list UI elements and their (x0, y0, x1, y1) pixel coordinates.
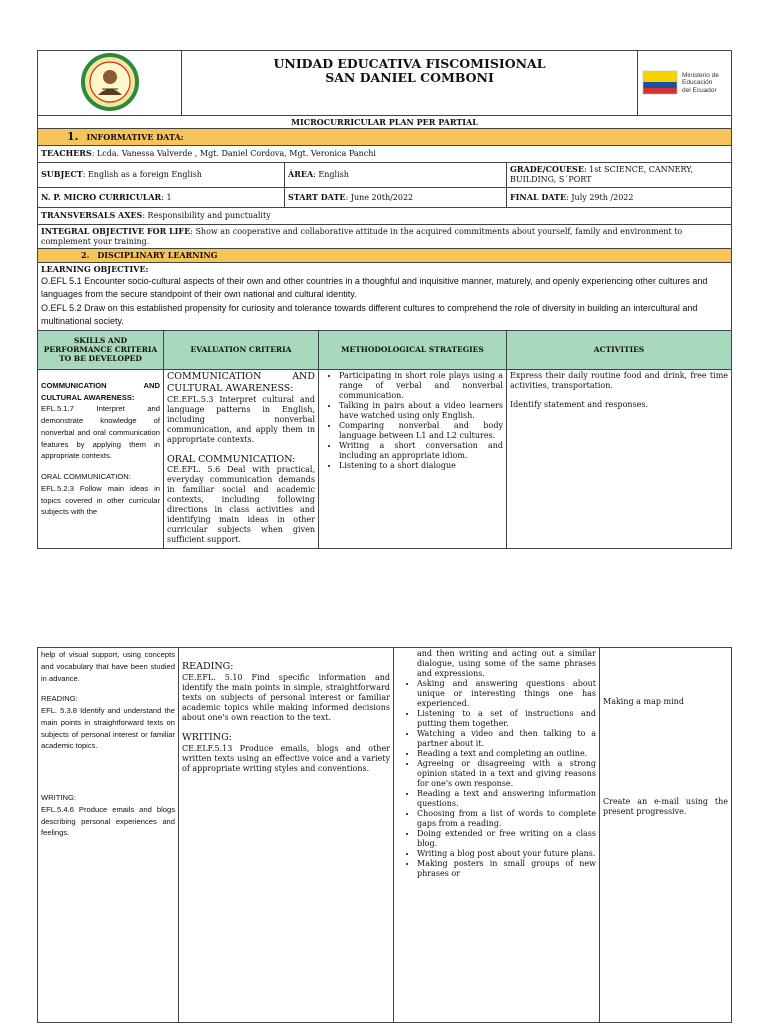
strategy-item: • Watching a video and then talking to a partner about it. (417, 729, 596, 749)
ministry-logo-cell (638, 51, 732, 116)
col-header-skills: SKILLS AND PERFORMANCE CRITERIA TO BE DEVELOPED (38, 330, 164, 369)
plan-title: MICROCURRICULAR PLAN PER PARTIAL (38, 116, 732, 129)
skills-text-efl-5-2-3: EFL.5.2.3 Follow main ideas in topics covered in other curricular subjects with the (41, 483, 160, 517)
section2-title: DISCIPLINARY LEARNING (97, 249, 218, 260)
strategy-item: • Writing a blog post about your future plans. (417, 849, 596, 859)
learning-objective-1: O.EFL 5.1 Encounter socio-cultural aspects of their own and other countries in a thoughful and inquisitive manner, maturely, and openly experiencing other cultures and languages from the secure standpoint of their own national and cultural identity. (41, 275, 708, 300)
subject-value: : English as a foreign English (82, 170, 202, 180)
area-cell (285, 162, 507, 187)
col-header-strategies: METHODOLOGICAL STRATEGIES (319, 330, 507, 369)
strategy-item: • Doing extended or free writing on a class blog. (417, 829, 596, 849)
skills-text-efl-5-3-8: EFL. 5.3.8 Identify and understand the main points in straightforward texts on subjects of personal interest or familiar academic topics. (41, 706, 175, 751)
teachers-value: : Lcda. Vanessa Valverde , Mgt. Daniel Cordova, Mgt. Veronica Panchi (91, 149, 376, 159)
micro-label: N. P. MICRO CURRICULAR (41, 191, 162, 202)
grade-value: : 1st SCIENCE, CANNERY, BUILDING, S´PORT (510, 165, 694, 185)
strategy-item: • Comparing nonverbal and body language between L1 and L2 cultures. (339, 421, 503, 441)
ministry-line2: Educación (682, 79, 713, 87)
eval-text-ce-efl-5-10: CE.EFL. 5.10 Find specific information and identify the main points in simple, straightforward texts on subjects of personal interest or familiar academic topics while making informed decisions about one's own reaction to the text. (182, 672, 390, 722)
strategies-list-page1 (322, 371, 503, 471)
strategy-item: • Listening to a set of instructions and putting them together. (417, 709, 596, 729)
strategy-item: • Participating in short role plays using a range of verbal and nonverbal communication. (339, 371, 503, 401)
ministry-flag-logo (641, 67, 679, 99)
ministry-line1: Ministerio de (682, 72, 719, 80)
skills-heading-oral: ORAL COMMUNICATION: (41, 472, 131, 482)
eval-text-ce-efl-5-6: CE.EFL. 5.6 Deal with practical, everyday communication demands in familiar social and academic contexts, including following directions in class activities and identifying main ideas in other curricular subjects when given sufficient support. (167, 465, 315, 545)
activity-daily-routine: Express their daily routine food and drink, free time activities, transportation. (510, 370, 729, 390)
skills-text-efl-5-1-7: EFL.5.1.7 Interpret and demonstrate knowledge of nonverbal and oral communication features by applying them in appropriate contexts. (41, 404, 160, 461)
section1-title: INFORMATIVE DATA: (86, 132, 184, 142)
activities-cell-page2 (600, 648, 732, 1023)
integral-label: INTEGRAL OBJECTIVE FOR LIFE (41, 225, 191, 236)
plan-table-page-2 (37, 647, 732, 1023)
eval-heading-writing: WRITING: (182, 731, 232, 743)
skills-cell-page2 (38, 648, 179, 1023)
strategies-list-page2 (400, 679, 596, 879)
col-header-evaluation: EVALUATION CRITERIA (164, 330, 319, 369)
strategy-item: • Listening to a short dialogue (339, 461, 503, 471)
school-name-line1: UNIDAD EDUCATIVA FISCOMISIONAL (273, 56, 546, 71)
final-date-label: FINAL DATE (510, 191, 567, 202)
area-label: ÁREA (288, 169, 314, 180)
strategy-item: • Choosing from a list of words to complete gaps from a reading. (417, 809, 596, 829)
section2-number: 2. (81, 249, 90, 260)
learning-objective-2: O.EFL 5.2 Draw on this established propensity for curiosity and tolerance towards different cultures to comprehend the role of diversity in building an intercultural and multinational society. (41, 302, 698, 327)
transversal-row (38, 207, 732, 224)
skills-cell-page1 (38, 369, 164, 548)
final-date-value: : July 29th /2022 (566, 192, 634, 202)
integral-row (38, 224, 732, 248)
subject-cell (38, 162, 285, 187)
learning-objective-label: LEARNING OBJECTIVE (41, 263, 146, 274)
strategies-cell-page2 (394, 648, 600, 1023)
start-date-value: : June 20th/2022 (345, 192, 414, 202)
section-disciplinary-learning (38, 248, 732, 262)
grade-label: GRADE/COUESE (510, 164, 584, 175)
evaluation-cell-page1 (164, 369, 319, 548)
transversal-value: : Responsibility and punctuality (142, 211, 271, 221)
strategy-item: • Talking in pairs about a video learners have watched using only English. (339, 401, 503, 421)
activities-cell-page1 (507, 369, 732, 548)
teachers-row (38, 145, 732, 162)
learning-objective-colon: : (145, 263, 149, 274)
school-name-line2: SAN DANIEL COMBONI (325, 70, 494, 86)
school-seal-logo (58, 53, 162, 111)
eval-text-ce-elf-5-13: CE.ELF.5.13 Produce emails, blogs and other written texts using an effective voice and a variety of appropriate writing styles and conventions. (182, 743, 390, 773)
ministry-line3: del Ecuador (682, 86, 717, 94)
strategy-item: • Reading a text and answering information questions. (417, 789, 596, 809)
skills-text-efl-5-4-6: EFL.5.4.6 Produce emails and blogs describing personal experiences and feelings. (41, 804, 175, 838)
micro-cell (38, 187, 285, 207)
section1-number: 1. (67, 130, 79, 143)
skills-text-continuation: help of visual support, using concepts and vocabulary that have been studied in advance. (41, 650, 175, 683)
strategy-item: • Asking and answering questions about unique or interesting things one has experienced. (417, 679, 596, 709)
activity-identify-statements: Identify statement and responses. (510, 399, 649, 409)
start-date-cell (285, 187, 507, 207)
eval-text-ce-efl-5-3: CE.EFL.5.3 Interpret cultural and language patterns in English, including nonverbal communication, and apply them in appropriate contexts. (167, 394, 315, 444)
micro-value: : 1 (161, 192, 172, 202)
strategies-cell-page1 (319, 369, 507, 548)
plan-table-page-1 (37, 50, 732, 549)
final-date-cell (507, 187, 732, 207)
eval-heading-oral: ORAL COMMUNICATION: (167, 453, 296, 465)
skills-heading-reading: READING: (41, 694, 78, 704)
school-seal-cell (38, 51, 182, 116)
skills-heading-communication: COMMUNICATION AND CULTURAL AWARENESS: (41, 380, 160, 402)
integral-value: : Show an cooperative and collaborative attitude in the acquired commitments about yourself, family and environment to complement your training. (41, 226, 683, 246)
strategy-item: • Reading a text and completing an outline. (417, 749, 596, 759)
eval-heading-communication: COMMUNICATION AND CULTURAL AWARENESS: (167, 370, 315, 394)
area-value: : English (313, 170, 349, 180)
activity-map-mind: Making a map mind (603, 697, 684, 706)
strategy-item: • Agreeing or disagreeing with a strong opinion stated in a text and giving reasons for one's own response. (417, 759, 596, 789)
school-name (182, 51, 638, 116)
learning-objective-row (38, 262, 732, 330)
section-informative-data (38, 129, 732, 146)
start-date-label: START DATE (288, 191, 346, 202)
strategy-item: • Making posters in small groups of new phrases or (417, 859, 596, 879)
evaluation-cell-page2 (179, 648, 394, 1023)
skills-heading-writing: WRITING: (41, 793, 77, 803)
teachers-label: TEACHERS (41, 148, 92, 159)
eval-heading-reading: READING: (182, 661, 234, 672)
activity-create-email: Create an e-mail using the present progressive. (603, 797, 728, 816)
subject-label: SUBJECT (41, 169, 83, 180)
strategy-item: • Writing a short conversation and including an appropriate idiom. (339, 441, 503, 461)
strategy-continuation: and then writing and acting out a similar dialogue, using some of the same phrases and expressions. (417, 649, 596, 678)
grade-cell (507, 162, 732, 187)
col-header-activities: ACTIVITIES (507, 330, 732, 369)
transversal-label: TRANSVERSALS AXES (41, 210, 143, 221)
